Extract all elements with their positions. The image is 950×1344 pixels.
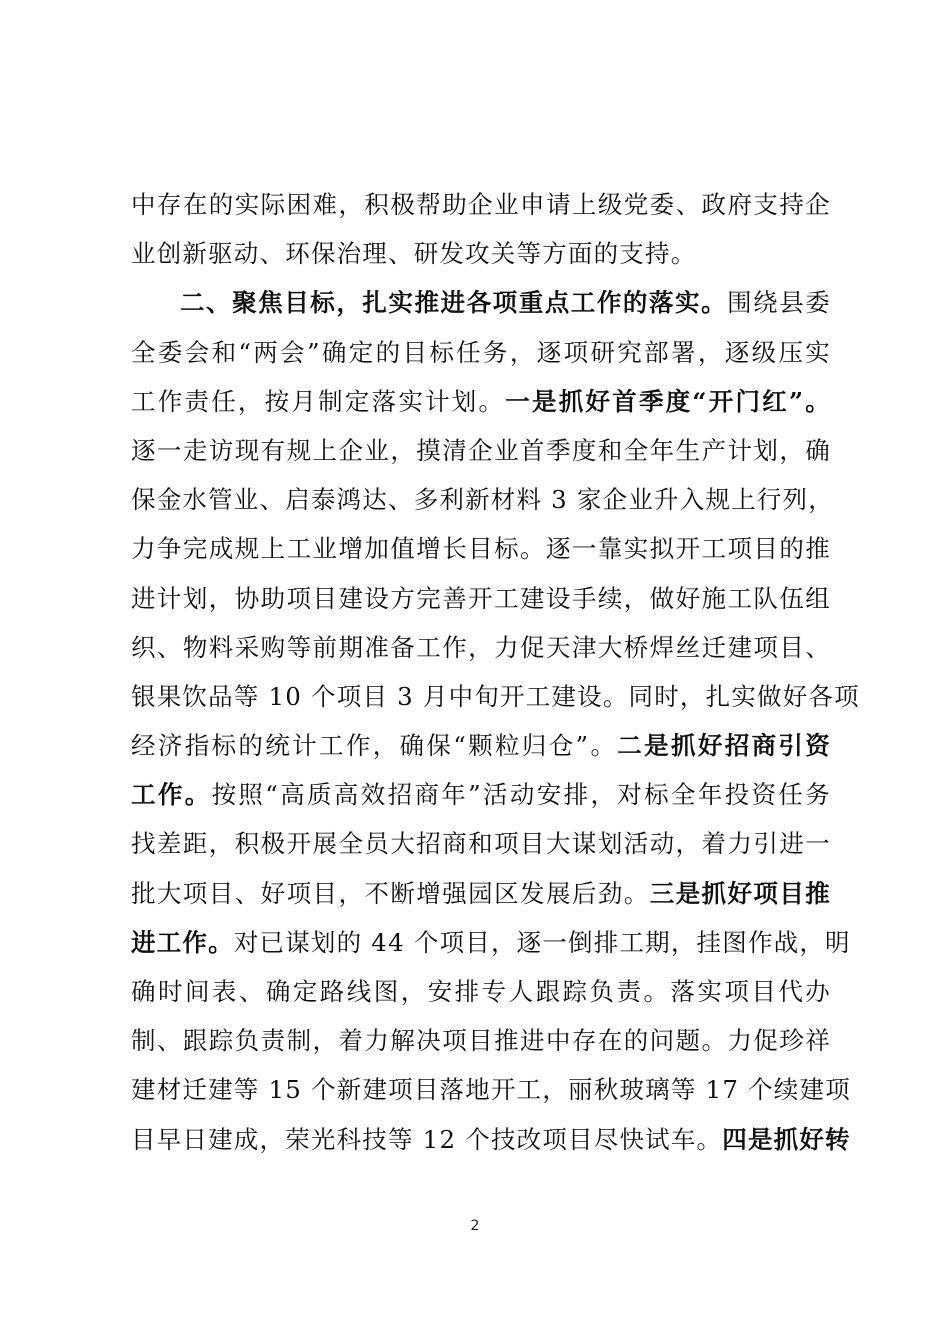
text-line — [131, 967, 831, 1016]
text-segment: 全委会和“两会”确定的目标任务，逐项研究部署，逐级压实 — [131, 337, 831, 367]
text-line — [131, 672, 860, 721]
bold-text-segment: 二是抓好招商引资 — [617, 731, 831, 761]
bold-text-segment: 工作。 — [131, 780, 212, 810]
text-line — [131, 1115, 851, 1164]
text-line — [131, 524, 831, 573]
bold-text-segment: 二、聚焦目标，扎实推进各项重点工作的落实。 — [180, 288, 728, 318]
body-text — [131, 180, 860, 1164]
text-segment: 银果饮品等 10 个项目 3 月中旬开工建设。同时，扎实做好各项 — [131, 681, 860, 711]
text-segment: 力争完成规上工业增加值增长目标。逐一靠实拟开工项目的推 — [131, 534, 831, 564]
text-line — [131, 475, 834, 524]
text-segment: 制、跟踪负责制，着力解决项目推进中存在的问题。力促珍祥 — [131, 1026, 831, 1056]
text-segment: 批大项目、好项目，不断增强园区发展后劲。 — [131, 878, 650, 908]
text-line — [131, 180, 831, 229]
text-segment: 目早日建成，荣光科技等 12 个技改项目尽快试车。 — [131, 1124, 723, 1154]
text-line — [131, 229, 831, 278]
text-segment: 按照“高质高效招商年”活动安排，对标全年投资任务 — [211, 780, 831, 810]
text-segment: 经济指标的统计工作，确保“颗粒归仓”。 — [131, 731, 618, 761]
text-line — [131, 819, 831, 868]
text-line — [131, 426, 831, 475]
text-segment: 工作责任，按月制定落实计划。 — [131, 386, 506, 416]
text-segment: 逐一走访现有规上企业，摸清企业首季度和全年生产计划，确 — [131, 435, 831, 465]
text-segment: 对已谋划的 44 个项目，逐一倒排工期，挂图作战，明 — [233, 927, 851, 957]
text-segment: 中存在的实际困难，积极帮助企业申请上级党委、政府支持企 — [131, 190, 831, 219]
text-segment: 确时间表、确定路线图，安排专人跟踪负责。落实项目代办 — [131, 977, 831, 1006]
bold-text-segment: 进工作。 — [131, 927, 234, 957]
text-segment: 围绕县委 — [727, 288, 831, 318]
text-line — [131, 328, 831, 377]
bold-text-segment: 四是抓好转 — [722, 1124, 851, 1154]
text-line — [131, 1065, 851, 1114]
page-number: 2 — [470, 1218, 480, 1234]
text-segment: 进计划，协助项目建设方完善开工建设手续，做好施工队伍组 — [131, 583, 831, 613]
text-line — [131, 721, 831, 770]
text-line — [131, 770, 831, 819]
text-line — [131, 1016, 831, 1065]
text-segment: 找差距，积极开展全员大招商和项目大谋划活动，着力引进一 — [131, 829, 831, 859]
text-line — [131, 574, 831, 623]
text-segment: 建材迁建等 15 个新建项目落地开工，丽秋玻璃等 17 个续建项 — [131, 1075, 851, 1105]
text-line — [131, 377, 831, 426]
bold-text-segment: 三是抓好项目推 — [649, 878, 831, 908]
text-line — [131, 869, 831, 918]
text-line — [131, 918, 851, 967]
text-segment: 业创新驱动、环保治理、研发攻关等方面的支持。 — [131, 239, 697, 269]
text-segment: 保金水管业、启泰鸿达、多利新材料 3 家企业升入规上行列， — [131, 485, 834, 515]
text-line — [131, 278, 831, 327]
text-segment: 织、物料采购等前期准备工作，力促天津大桥焊丝迁建项目、 — [131, 632, 831, 662]
text-line — [131, 623, 831, 672]
bold-text-segment: 一是抓好首季度“开门红”。 — [505, 386, 831, 416]
